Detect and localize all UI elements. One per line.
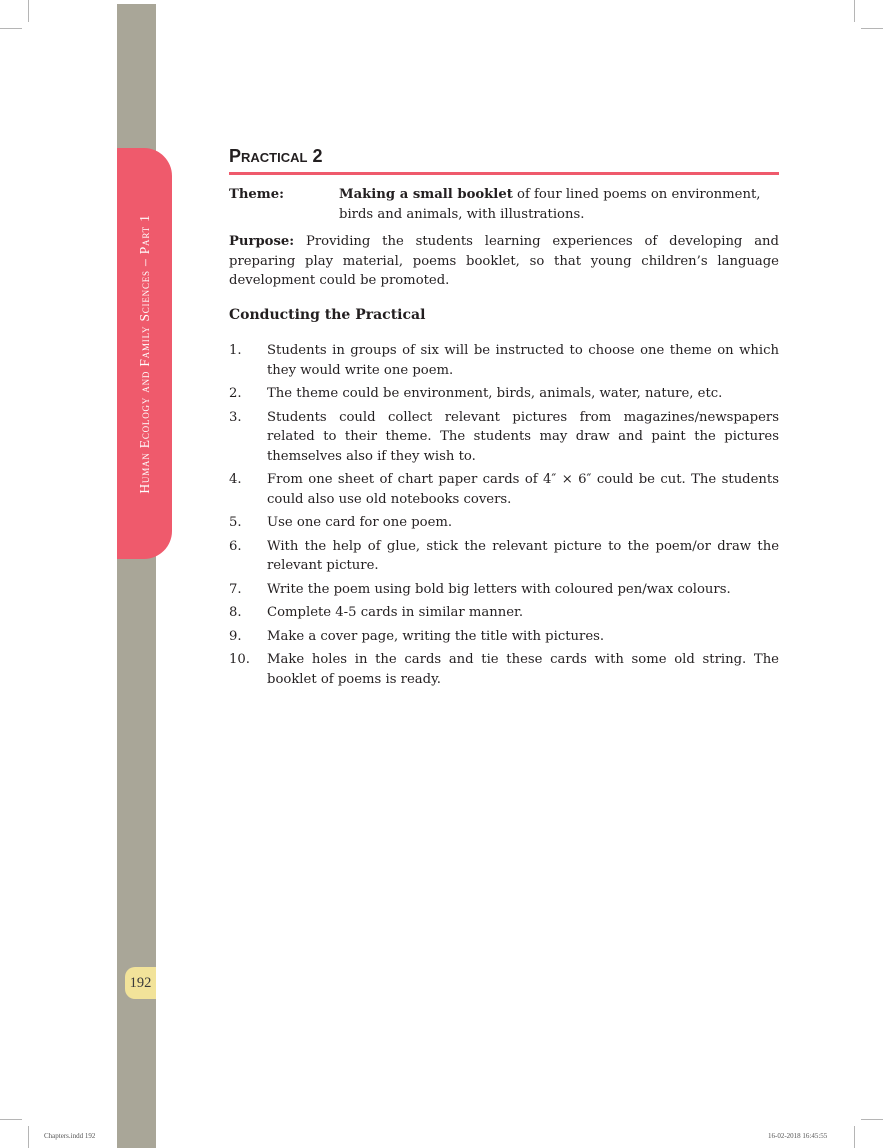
section-title: Conducting the Practical <box>229 306 426 323</box>
step-text: Students in groups of six will be instructed to choose one theme on which they would write one poem. <box>267 343 779 378</box>
step-number: 8. <box>229 605 242 620</box>
purpose-text: Providing the students learning experiences of developing and preparing play material, poems booklet, so that young children’s language development could be promoted. <box>229 234 779 288</box>
purpose-paragraph <box>229 232 779 291</box>
step-number: 3. <box>229 409 242 425</box>
practical-heading: Practical 2 <box>229 146 323 166</box>
footer-file-info: Chapters.indd 192 <box>44 1132 96 1140</box>
step-item <box>229 650 779 689</box>
step-text: With the help of glue, stick the relevant picture to the poem/or draw the relevant picture. <box>267 538 779 573</box>
crop-mark <box>861 28 883 29</box>
step-item <box>229 627 779 647</box>
step-item <box>229 603 779 623</box>
step-text: From one sheet of chart paper cards of 4″ × 6″ could be cut. The students could also use old notebooks covers. <box>267 472 779 507</box>
crop-mark <box>854 0 855 22</box>
step-item <box>229 513 779 533</box>
theme-row <box>229 185 779 224</box>
practical-content <box>229 185 779 693</box>
theme-text <box>339 185 779 224</box>
step-number: 5. <box>229 515 242 530</box>
step-number: 6. <box>229 538 242 554</box>
step-text: Complete 4-5 cards in similar manner. <box>267 605 524 620</box>
crop-mark <box>0 1119 22 1120</box>
page-number: 192 <box>125 967 156 999</box>
crop-mark <box>0 28 22 29</box>
theme-label: Theme: <box>229 187 285 202</box>
theme-bold-text: Making a small booklet <box>339 187 513 202</box>
step-item <box>229 580 779 600</box>
step-number: 4. <box>229 472 242 487</box>
step-item <box>229 470 779 509</box>
step-number: 1. <box>229 343 242 358</box>
step-text: Use one card for one poem. <box>267 515 453 530</box>
step-number: 7. <box>229 581 242 597</box>
step-number: 10. <box>229 652 250 667</box>
step-text: Make a cover page, writing the title with pictures. <box>267 628 605 644</box>
step-text: Make holes in the cards and tie these cards with some old string. The booklet of poems is ready. <box>267 652 779 687</box>
step-item <box>229 408 779 467</box>
crop-mark <box>861 1119 883 1120</box>
crop-mark <box>28 1126 29 1148</box>
chapter-tab-text: Human Ecology and Family Sciences – Part 1 <box>137 214 152 494</box>
step-text: Write the poem using bold big letters with coloured pen/wax colours. <box>267 581 731 597</box>
heading-rule <box>229 172 779 175</box>
crop-mark <box>28 0 29 22</box>
footer-timestamp: 16-02-2018 16:45:55 <box>768 1132 828 1140</box>
steps-list <box>229 341 779 689</box>
step-item <box>229 341 779 380</box>
theme-rest-text: of four lined poems on environment, birds and animals, with illustrations. <box>339 187 761 222</box>
step-item <box>229 384 779 404</box>
step-item <box>229 537 779 576</box>
step-text: Students could collect relevant pictures from magazines/newspapers related to their theme. The students may draw and paint the pictures themselves also if they wish to. <box>267 409 779 464</box>
step-number: 9. <box>229 628 242 644</box>
crop-mark <box>854 1126 855 1148</box>
step-text: The theme could be environment, birds, animals, water, nature, etc. <box>267 386 723 401</box>
step-number: 2. <box>229 386 242 401</box>
purpose-label: Purpose: <box>229 234 295 249</box>
